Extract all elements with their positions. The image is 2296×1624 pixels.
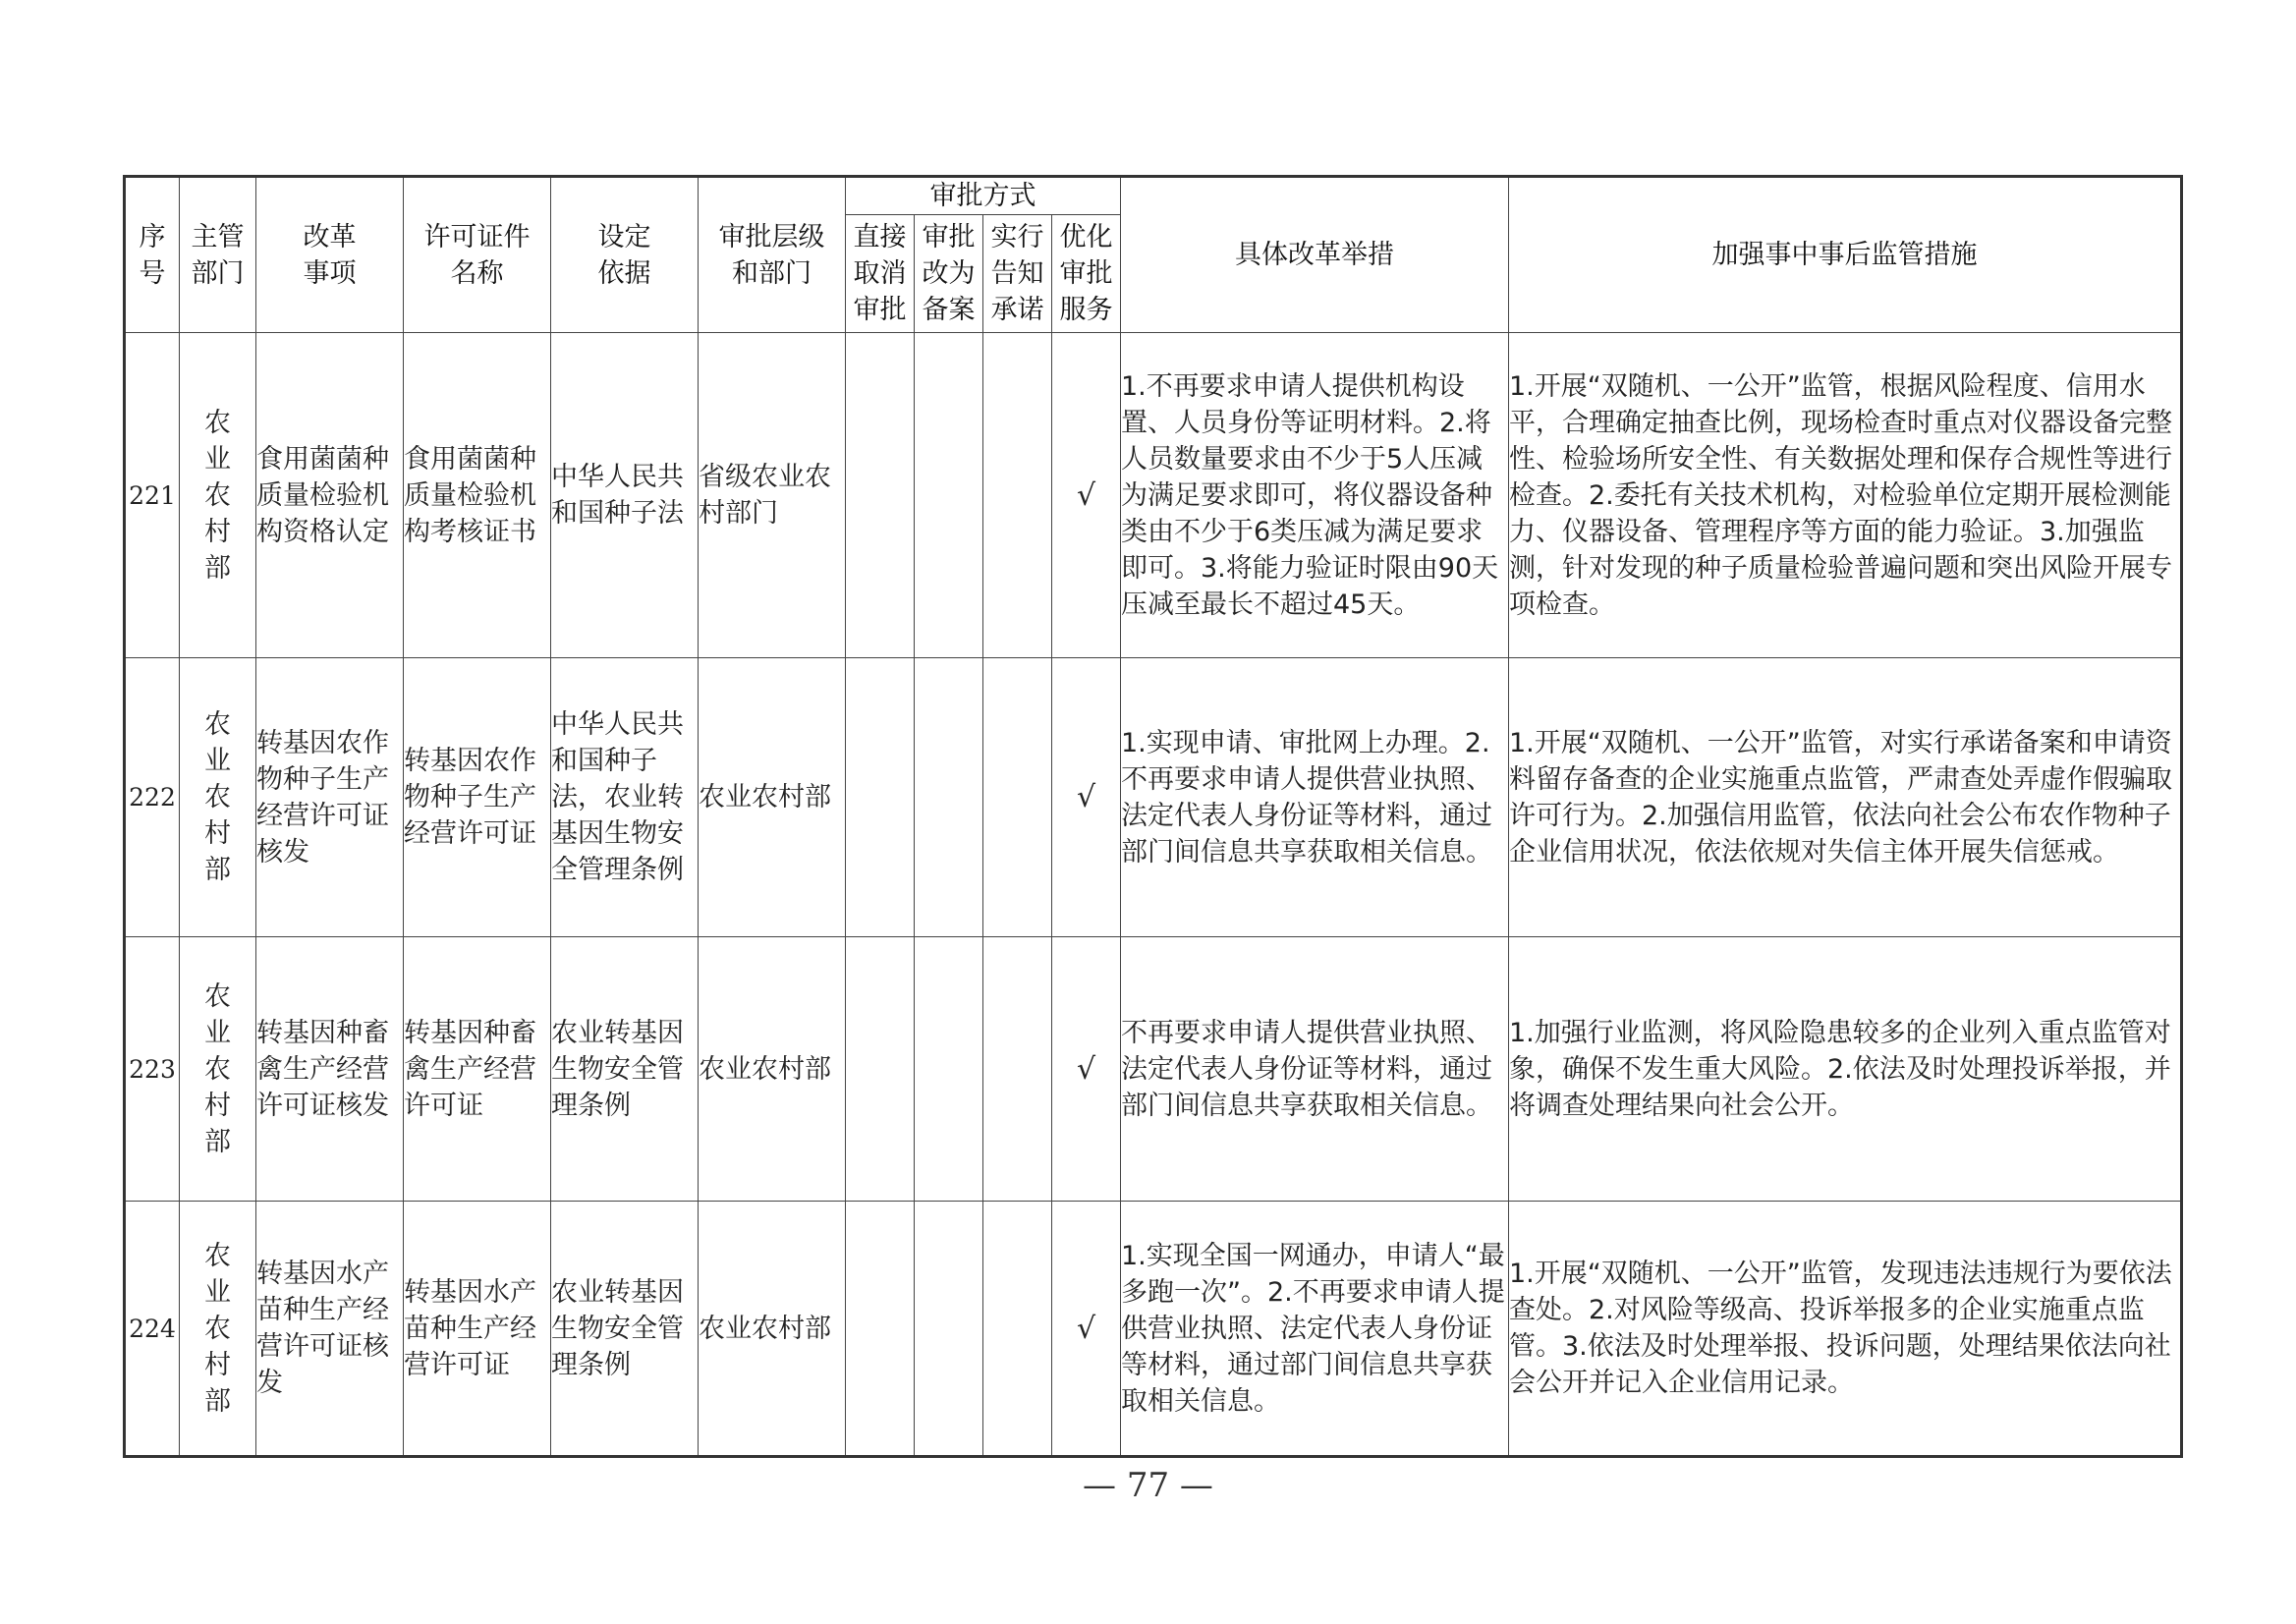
cell-basis: 农业转基因生物安全管理条例 (551, 1202, 699, 1457)
cell-level: 农业农村部 (699, 1202, 846, 1457)
header-level: 审批层级和部门 (699, 177, 846, 333)
cell-basis: 中华人民共和国种子法 (551, 333, 699, 658)
reform-table (123, 175, 2183, 1458)
cell-item: 食用菌菌种质量检验机构资格认定 (256, 333, 404, 658)
cell-seq: 221 (125, 333, 180, 658)
cell-mode-optimize-check: √ (1052, 937, 1121, 1202)
header-dept: 主管部门 (180, 177, 256, 333)
cell-mode-optimize-check: √ (1052, 1202, 1121, 1457)
header-approval-group: 审批方式 (846, 177, 1121, 215)
cell-seq: 223 (125, 937, 180, 1202)
cell-level: 农业农村部 (699, 937, 846, 1202)
table-row (125, 937, 2182, 1202)
cell-license: 食用菌菌种质量检验机构考核证书 (404, 333, 551, 658)
page-number: — 77 — (1083, 1466, 1213, 1505)
table-row (125, 1202, 2182, 1457)
cell-mode-cancel (846, 333, 915, 658)
table-row (125, 658, 2182, 937)
cell-supervision: 1.开展“双随机、一公开”监管，对实行承诺备案和申请资料留存备查的企业实施重点监管，严肃查处弄虚作假骗取许可行为。2.加强信用监管，依法向社会公布农作物种子企业信用状况，依法依规对失信主体开展失信惩戒。 (1509, 658, 2182, 937)
cell-dept: 农业农村部 (180, 333, 256, 658)
cell-measures: 1.实现申请、审批网上办理。2.不再要求申请人提供营业执照、法定代表人身份证等材料，通过部门间信息共享获取相关信息。 (1121, 658, 1509, 937)
cell-supervision: 1.加强行业监测，将风险隐患较多的企业列入重点监管对象，确保不发生重大风险。2.依法及时处理投诉举报，并将调查处理结果向社会公开。 (1509, 937, 2182, 1202)
cell-mode-commit (983, 658, 1052, 937)
cell-mode-record (915, 937, 983, 1202)
cell-basis: 农业转基因生物安全管理条例 (551, 937, 699, 1202)
cell-mode-optimize-check: √ (1052, 333, 1121, 658)
header-mode-commit: 实行告知承诺 (983, 215, 1052, 333)
cell-mode-commit (983, 937, 1052, 1202)
cell-measures: 1.实现全国一网通办，申请人“最多跑一次”。2.不再要求申请人提供营业执照、法定代表人身份证等材料，通过部门间信息共享获取相关信息。 (1121, 1202, 1509, 1457)
cell-mode-cancel (846, 1202, 915, 1457)
cell-license: 转基因农作物种子生产经营许可证 (404, 658, 551, 937)
cell-measures: 不再要求申请人提供营业执照、法定代表人身份证等材料，通过部门间信息共享获取相关信息。 (1121, 937, 1509, 1202)
cell-license: 转基因种畜禽生产经营许可证 (404, 937, 551, 1202)
cell-mode-optimize-check: √ (1052, 658, 1121, 937)
cell-dept: 农业农村部 (180, 937, 256, 1202)
cell-seq: 224 (125, 1202, 180, 1457)
cell-level: 农业农村部 (699, 658, 846, 937)
table-row (125, 333, 2182, 658)
cell-mode-commit (983, 333, 1052, 658)
header-mode-record: 审批改为备案 (915, 215, 983, 333)
header-basis: 设定依据 (551, 177, 699, 333)
cell-dept: 农业农村部 (180, 658, 256, 937)
cell-item: 转基因农作物种子生产经营许可证核发 (256, 658, 404, 937)
cell-item: 转基因种畜禽生产经营许可证核发 (256, 937, 404, 1202)
header-license: 许可证件名称 (404, 177, 551, 333)
cell-dept: 农业农村部 (180, 1202, 256, 1457)
cell-mode-record (915, 333, 983, 658)
cell-basis: 中华人民共和国种子法，农业转基因生物安全管理条例 (551, 658, 699, 937)
header-item: 改革事项 (256, 177, 404, 333)
header-measures: 具体改革举措 (1121, 177, 1509, 333)
cell-level: 省级农业农村部门 (699, 333, 846, 658)
cell-mode-record (915, 1202, 983, 1457)
cell-mode-cancel (846, 937, 915, 1202)
cell-license: 转基因水产苗种生产经营许可证 (404, 1202, 551, 1457)
header-seq: 序号 (125, 177, 180, 333)
cell-mode-record (915, 658, 983, 937)
cell-mode-cancel (846, 658, 915, 937)
header-supervision: 加强事中事后监管措施 (1509, 177, 2182, 333)
cell-item: 转基因水产苗种生产经营许可证核发 (256, 1202, 404, 1457)
cell-supervision: 1.开展“双随机、一公开”监管，发现违法违规行为要依法查处。2.对风险等级高、投诉举报多的企业实施重点监管。3.依法及时处理举报、投诉问题，处理结果依法向社会公开并记入企业信用记录。 (1509, 1202, 2182, 1457)
header-mode-cancel: 直接取消审批 (846, 215, 915, 333)
cell-seq: 222 (125, 658, 180, 937)
header-mode-optimize: 优化审批服务 (1052, 215, 1121, 333)
cell-mode-commit (983, 1202, 1052, 1457)
cell-supervision: 1.开展“双随机、一公开”监管，根据风险程度、信用水平，合理确定抽查比例，现场检查时重点对仪器设备完整性、检验场所安全性、有关数据处理和保存合规性等进行检查。2.委托有关技术机构，对检验单位定期开展检测能力、仪器设备、管理程序等方面的能力验证。3.加强监测，针对发现的种子质量检验普遍问题和突出风险开展专项检查。 (1509, 333, 2182, 658)
cell-measures: 1.不再要求申请人提供机构设置、人员身份等证明材料。2.将人员数量要求由不少于5人压减为满足要求即可，将仪器设备种类由不少于6类压减为满足要求即可。3.将能力验证时限由90天压减至最长不超过45天。 (1121, 333, 1509, 658)
